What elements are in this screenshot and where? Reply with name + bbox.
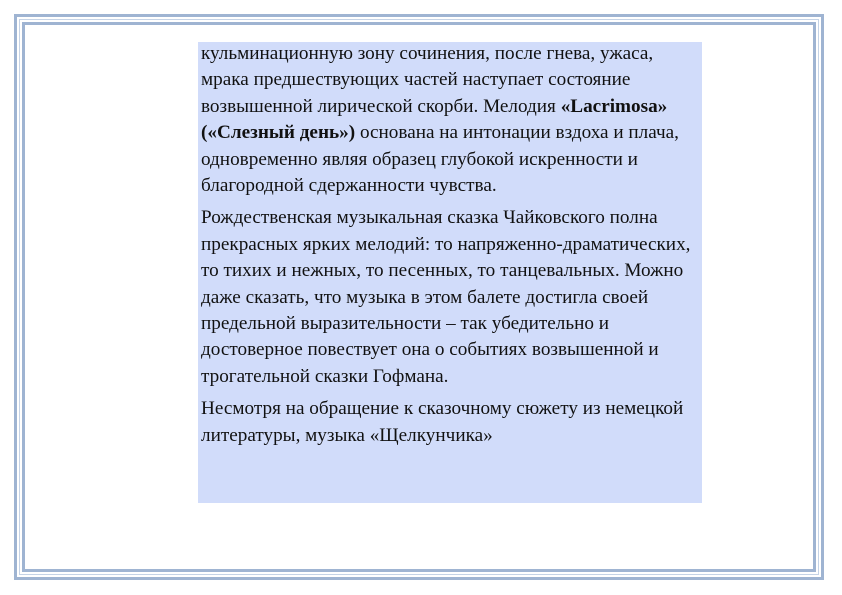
paragraph-lacrimosa xyxy=(201,41,698,199)
paragraph-nutcracker-melodies: Рождественская музыкальная сказка Чайковского полна прекрасных ярких мелодий: то напряженно-драматических, то тихих и нежных, то песенных, то танцевальных. Можно даже сказать, что музыка в этом балете достигла своей предельной выразительности – так убедительно и достоверное повествует она о событиях возвышенной и трогательной сказки Гофмана. xyxy=(201,207,691,387)
paragraph-german-literature: Несмотря на обращение к сказочному сюжету из немецкой литературы, музыка «Щелкунчика» xyxy=(201,398,684,446)
text-block xyxy=(198,42,702,503)
paragraph-1-bold-title: «Lacrimosa» («Слезный день») xyxy=(201,95,668,144)
paragraph-1-text: кульминационную зону сочинения, после гнева, ужаса, мрака предшествующих частей наступает состояние возвышенной лирической скорби. Мелодия xyxy=(201,43,654,117)
paragraph-1-tail: основана на интонации вздоха и плача, одновременно являя образец глубокой искренности и благородной сдержанности чувства. xyxy=(201,122,679,197)
